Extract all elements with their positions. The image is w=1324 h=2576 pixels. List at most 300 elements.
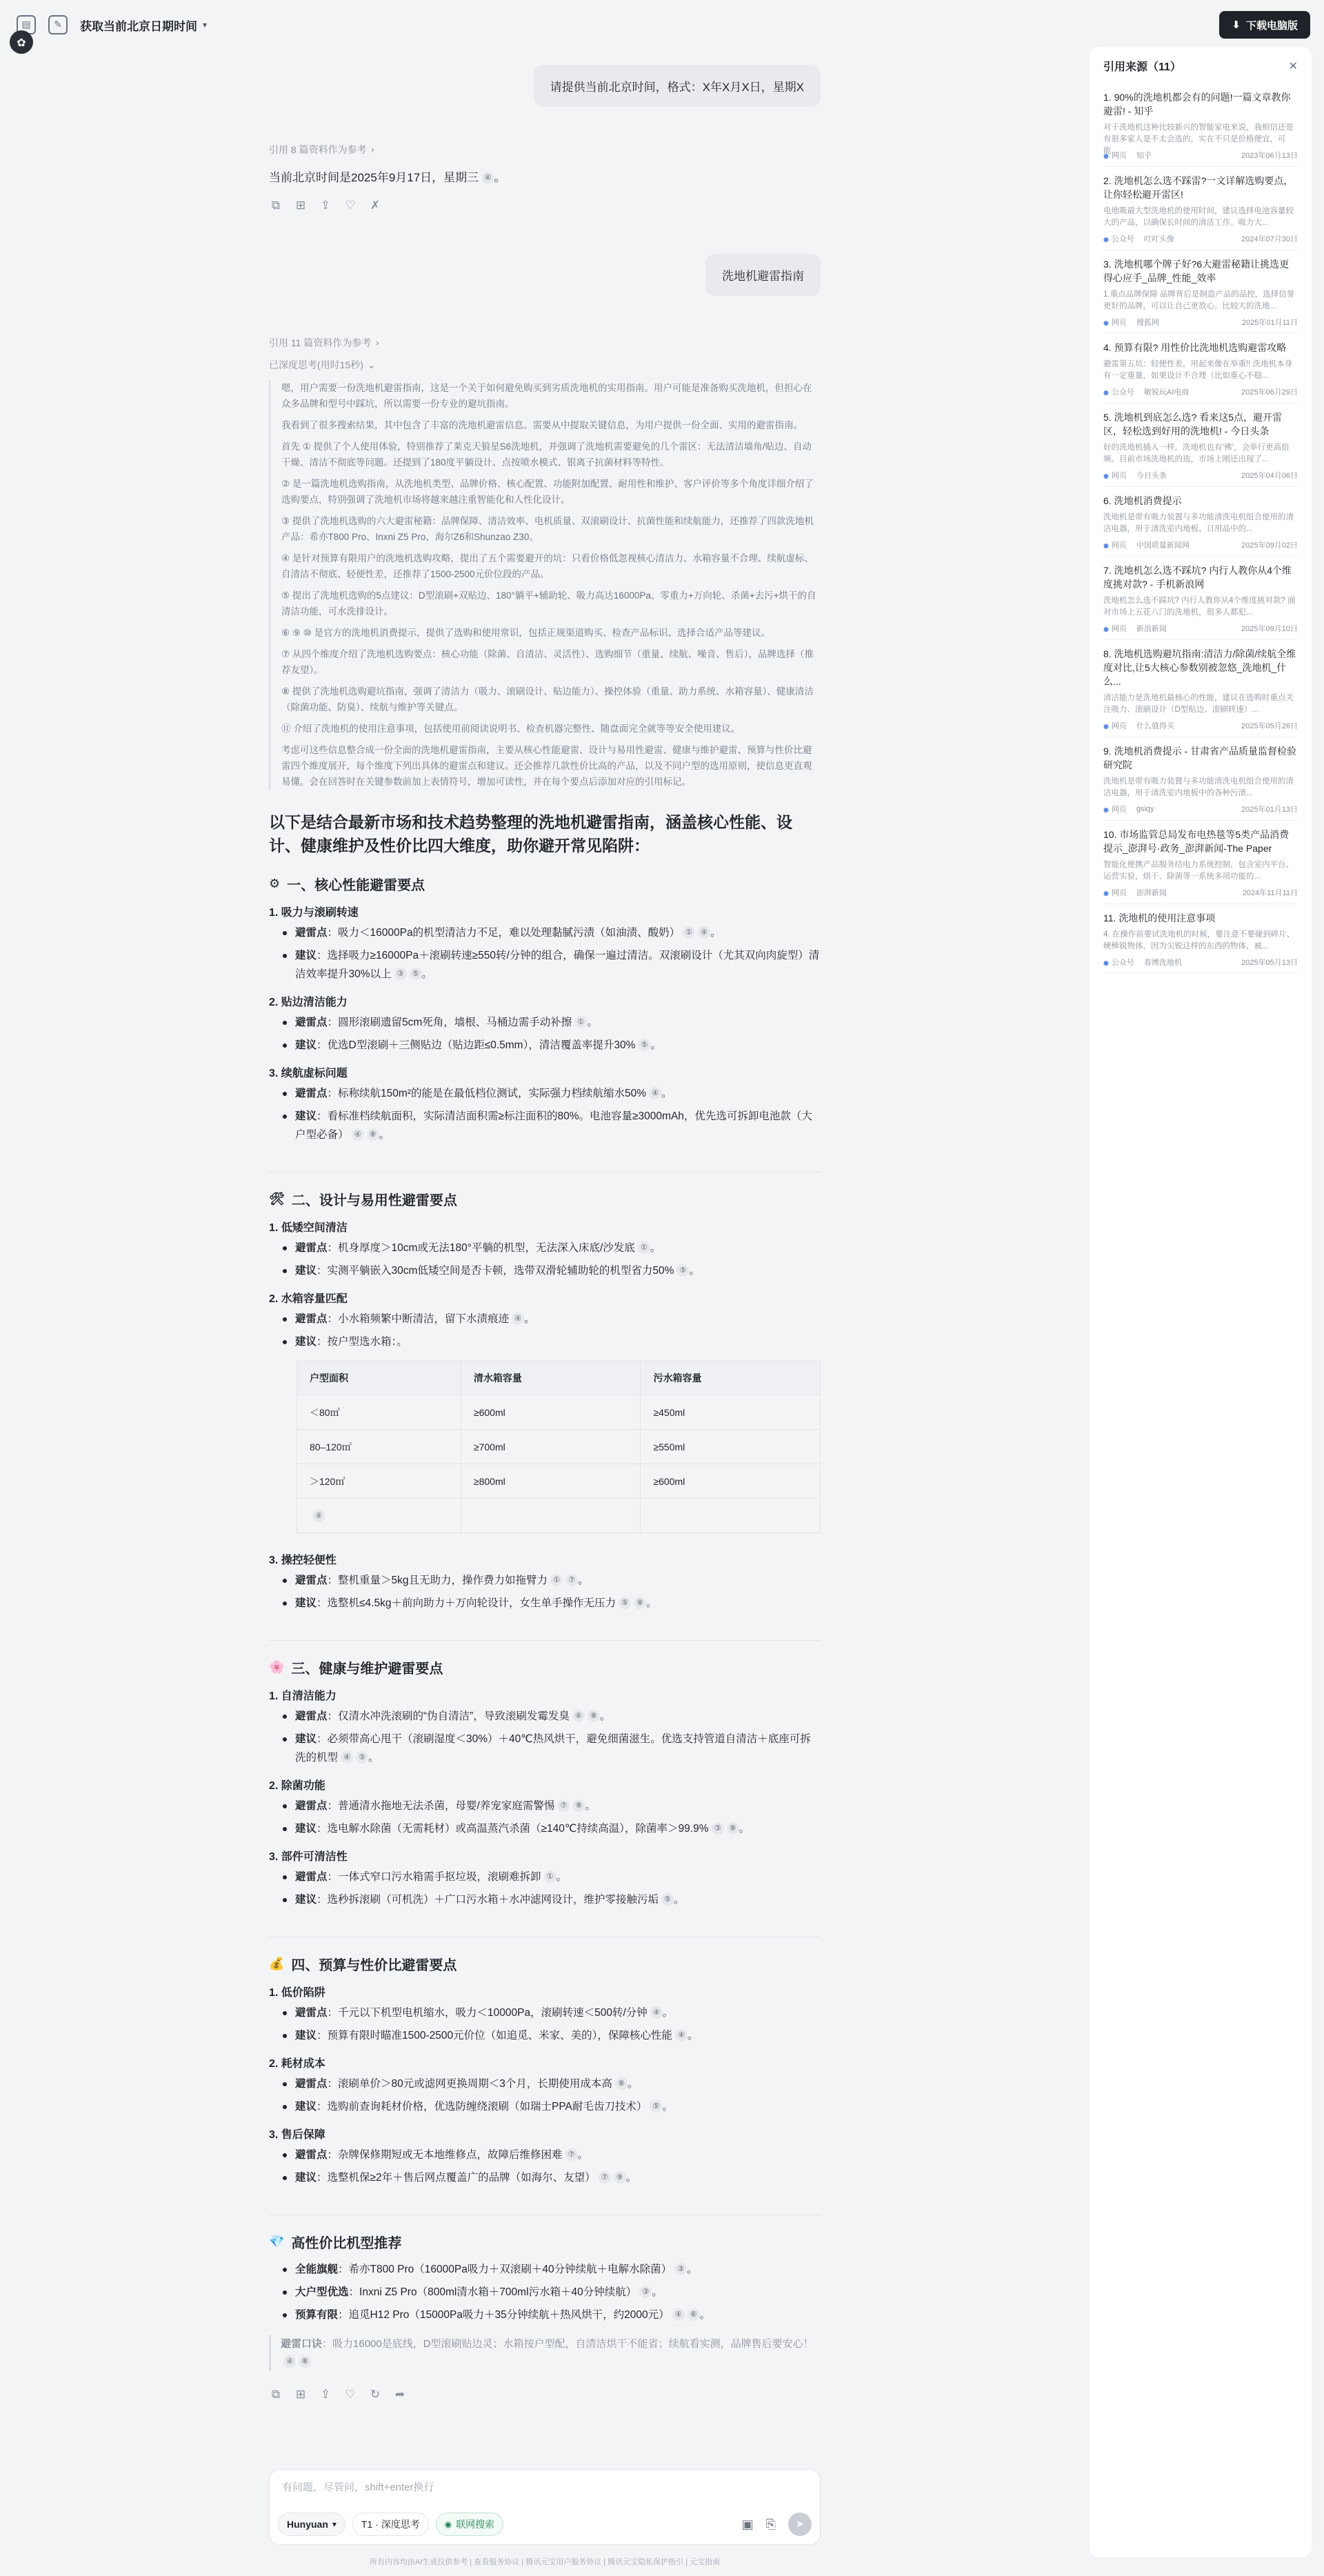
bullet-key: 建议 [295, 2030, 317, 2041]
table-row [297, 1499, 821, 1533]
thinking-paragraph: 我看到了很多搜索结果，其中包含了丰富的洗地机避雷信息。需要从中提取关键信息，为用户提供一份全面、实用的避雷指南。 [281, 420, 803, 430]
section-title: 三、健康与维护避雷要点 [291, 1661, 443, 1677]
download-label: 下载电脑版 [1245, 19, 1298, 32]
bullet-list [269, 1084, 821, 1144]
source-title[interactable]: 5. 洗地机到底怎么选? 看来这5点，避开雷区，轻松选到好用的洗地机! - 今日头条 [1103, 412, 1283, 437]
section-heading [269, 2232, 821, 2252]
recommendation-text: ：Inxni Z5 Pro（800ml清水箱＋700ml污水箱＋40分钟续航） [348, 2286, 637, 2298]
table-header-cell: 污水箱容量 [641, 1361, 821, 1395]
source-type: ● 网页 [1103, 887, 1127, 898]
share-icon[interactable]: ⇪ [320, 199, 331, 212]
source-site: 中国质量新闻网 [1136, 541, 1190, 550]
citation-badge[interactable]: ④ [352, 1128, 364, 1141]
bullet-item: 避雷点：整机重量＞5kg且无助力，操作费力如拖臂力 ① ⑦ 。 [283, 1571, 821, 1590]
thinking-paragraph: ⑤ 提出了洗地机选购的5点建议：D型滚刷+双贴边、180°躺平+辅助轮、吸力高达16000Pa、零重力+万向轮、杀菌+去污+烘干的自清洁功能，可水洗排设计。 [281, 590, 816, 617]
bullet-key: 建议 [295, 950, 317, 961]
source-item[interactable] [1103, 487, 1298, 557]
table-cell: ≥600ml [461, 1395, 641, 1430]
bullet-text: ：选秒拆滚刷（可机洗）＋广口污水箱＋水冲滤网设计，维护零接触污垢 [317, 1894, 659, 1906]
section-emoji-icon: 🌸 [269, 1660, 285, 1675]
source-type: ● 公众号 [1103, 233, 1134, 244]
subsection-title: 2. 耗材成本 [269, 2058, 325, 2070]
source-type: ● 网页 [1103, 803, 1127, 815]
guide-subsection [269, 1551, 821, 1613]
citation-badge[interactable]: ⑦ [599, 2171, 611, 2184]
conversation-title[interactable]: 获取当前北京日期时间 [80, 19, 197, 33]
copy-icon[interactable]: ⧉ [271, 2388, 281, 2402]
bullet-key: 避雷点 [295, 927, 328, 939]
table-header-cell: 户型面积 [297, 1361, 461, 1395]
copy-icon[interactable]: ⧉ [271, 199, 281, 212]
bullet-item: 建议：选整机≤4.5kg＋前向助力＋万向轮设计，女生单手操作无压力 ⑤ ⑧ 。 [283, 1594, 821, 1613]
source-site: 新浪新闻 [1136, 625, 1167, 633]
citation-badge[interactable]: ④ [672, 2308, 685, 2321]
source-date: 2023年06月13日 [1241, 152, 1298, 160]
citation-badge[interactable]: ⑨ [614, 2171, 626, 2184]
citation-badge[interactable]: ⑤ [619, 1597, 631, 1609]
answer-actions [269, 2388, 821, 2402]
user-bubble: 请提供当前北京时间，格式：X年X月X日，星期X [534, 65, 821, 107]
citation-badge[interactable]: ⑧ [588, 1710, 600, 1722]
send-button[interactable]: ➤ [788, 2513, 812, 2536]
recommendation-text: ：追觅H12 Pro（15000Pa吸力＋35分钟续航＋热风烘干，约2000元） [338, 2309, 670, 2321]
source-title[interactable]: 10. 市场监管总局发布电热毯等5类产品消费提示_澎湃号·政务_澎湃新闻-The Paper [1103, 829, 1290, 854]
bullet-key: 避雷点 [295, 1242, 328, 1254]
source-title[interactable]: 11. 洗地机的使用注意事项 [1103, 912, 1216, 923]
bullet-item: 建议：优选D型滚刷＋三侧贴边（贴边距≤0.5mm），清洁覆盖率提升30% ⑤ 。 [283, 1036, 821, 1055]
section-title: 二、设计与易用性避雷要点 [291, 1193, 457, 1208]
references-label: 引用 8 篇资料作为参考 [269, 144, 367, 155]
source-snippet: 清洁能力是洗地机最核心的性能，建议在选购时重点关注吸力、滚刷设计（D型贴边、滚刷转速）... [1103, 694, 1294, 714]
source-snippet: 好的洗地机插入一样，洗地机也有‘佛’，会举行更高倍频。目前市场洗地机的选，市场上刚还出现了... [1103, 443, 1290, 463]
subsection-title: 1. 低价陷阱 [269, 1987, 325, 1999]
subsection-title: 3. 部件可清洁性 [269, 1851, 348, 1863]
source-date: 2025年05月26日 [1241, 722, 1298, 730]
recommendation-key: 大户型优选 [295, 2286, 349, 2298]
citation-badge[interactable]: ④ [481, 172, 494, 184]
section-title: 高性价比机型推荐 [291, 2236, 402, 2251]
bullet-text: ：选整机≤4.5kg＋前向助力＋万向轮设计，女生单手操作无压力 [317, 1597, 616, 1609]
subsection-title: 2. 贴边清洁能力 [269, 997, 348, 1008]
top-bar [0, 0, 1324, 50]
citation-badge[interactable]: ⑧ [634, 1597, 646, 1609]
bullet-key: 建议 [295, 2101, 317, 2113]
bullet-item: 避雷点：滚刷单价＞80元或滤网更换周期＜3个月，长期使用成本高 ⑧ 。 [283, 2075, 821, 2093]
section-title: 一、核心性能避雷要点 [287, 878, 425, 893]
citation-badge[interactable]: ① [544, 1870, 556, 1883]
table-cell: ≥600ml [641, 1464, 821, 1499]
bullet-key: 避雷点 [295, 1017, 328, 1028]
source-site: 澎湃新闻 [1136, 889, 1167, 897]
bullet-text: ：整机重量＞5kg且无助力，操作费力如拖臂力 [327, 1575, 548, 1586]
chevron-down-icon[interactable]: ▾ [203, 20, 208, 30]
source-item[interactable] [1103, 334, 1298, 403]
source-meta [1103, 539, 1298, 550]
chevron-right-icon: › [375, 338, 379, 349]
bullet-key: 建议 [295, 2172, 317, 2184]
citation-badge[interactable]: ⑦ [565, 1574, 578, 1586]
bullet-text: ：必须带高心甩干（滚刷湿度＜30%）＋40℃热风烘干，避免细菌滋生。优选支持管道自清洁＋底座可拆洗的机型 [295, 1733, 811, 1764]
source-item[interactable] [1103, 904, 1298, 974]
source-title[interactable]: 4. 预算有限? 用性价比洗地机选购避雷攻略 [1103, 342, 1287, 353]
divider [269, 1640, 821, 1641]
source-type: ● 网页 [1103, 317, 1127, 328]
globe-icon: ◉ [444, 2519, 452, 2529]
add-icon[interactable]: ⊞ [295, 2388, 306, 2402]
guide-sections [269, 1640, 821, 2187]
bullet-list [269, 1013, 821, 1055]
subsection-title: 1. 自清洁能力 [269, 1690, 337, 1702]
section-emoji-icon: 🛠 [269, 1192, 285, 1206]
sources-panel-header [1103, 58, 1298, 74]
source-site: 今日头条 [1136, 472, 1167, 480]
download-desktop-button[interactable] [1219, 11, 1310, 39]
chat-input-box[interactable] [269, 2469, 821, 2545]
bullet-key: 建议 [295, 1597, 317, 1609]
citation-badge[interactable]: ⑦ [565, 2148, 578, 2161]
bullet-item: 建议：选择吸力≥16000Pa＋滚刷转速≥550转/分钟的组合，确保一遍过清洁。双滚刷设计（尤其双向肉旋型）清洁效率提升30%以上 ③ ⑤ 。 [283, 946, 821, 984]
recommendation-key: 全能旗舰 [295, 2264, 339, 2275]
source-item[interactable] [1103, 640, 1298, 737]
bullet-item: 避雷点：仅清水冲洗滚刷的“伪自清洁”，导致滚刷发霉发臭 ④ ⑧ 。 [283, 1707, 821, 1726]
bullet-item: 避雷点：杂牌保修期短或无本地维修点，故障后维修困难 ⑦ 。 [283, 2146, 821, 2164]
bullet-key: 避雷点 [295, 2078, 328, 2090]
citation-badge[interactable]: ⑤ [638, 1039, 650, 1051]
source-title[interactable]: 7. 洗地机怎么选不踩坑? 内行人教你从4个维度挑对款? - 手机新浪网 [1103, 565, 1292, 590]
forward-icon[interactable]: ➦ [394, 2388, 405, 2402]
source-site: 什么值得买 [1136, 722, 1174, 730]
citation-badge[interactable]: ③ [712, 1822, 724, 1835]
citation-badge[interactable]: ⑤ [676, 1264, 689, 1277]
download-icon: ⬇ [1232, 19, 1241, 31]
citation-badge[interactable]: ④ [283, 2355, 296, 2368]
bullet-text: ：普通清水拖地无法杀菌，母婴/养宠家庭需警惕 [327, 1800, 555, 1812]
citation-badge[interactable]: ⑧ [572, 1799, 585, 1812]
bullet-list [269, 1707, 821, 1767]
bullet-list [269, 2004, 821, 2045]
source-date: 2025年05月13日 [1241, 959, 1298, 967]
assistant-answer: 当前北京时间是2025年9月17日，星期三 ④ 。 [269, 171, 506, 184]
section-heading [269, 1954, 821, 1974]
bullet-text: ：滚刷单价＞80元或滤网更换周期＜3个月，长期使用成本高 [327, 2078, 612, 2090]
chevron-right-icon: › [370, 145, 375, 156]
bullet-item: 避雷点：千元以下机型电机缩水，吸力＜10000Pa，滚刷转速＜500转/分钟 ④ 。 [283, 2004, 821, 2022]
bullet-text: ：小水箱频繁中断清洁，留下水渍痕迹 [327, 1313, 510, 1325]
bullet-key: 避雷点 [295, 1710, 328, 1722]
bullet-text: ：仅清水冲洗滚刷的“伪自清洁”，导致滚刷发霉发臭 [327, 1710, 570, 1722]
citation-badge[interactable]: ④ [512, 1312, 524, 1325]
citation-badge[interactable]: ⑤ [356, 1751, 368, 1764]
table-cell: 80–120㎡ [297, 1430, 461, 1464]
source-site: 知乎 [1136, 152, 1152, 160]
source-type: ● 网页 [1103, 720, 1127, 731]
thinking-paragraph: ③ 提供了洗地机选购的六大避雷秘籍：品牌保障、清洁效率、电机质量、双滚刷设计、抗菌性能和续航能力，还推荐了四款洗地机产品：希亦T800 Pro、Inxni Z5 Pro、海尔Z6和Shunzao Z30。 [281, 516, 814, 542]
table-cell [297, 1499, 461, 1533]
bullet-text: ：圆形滚刷遗留5cm死角，墙根、马桶边需手动补擦 [327, 1017, 572, 1028]
sources-panel [1090, 47, 1312, 2557]
bullet-key: 建议 [295, 1823, 317, 1835]
source-snippet: 对于洗地机这种比较新兴的智能家电来说，我相信还是有很多家人是不太会选的，实在不只是价格便宜，可能... [1103, 123, 1294, 155]
bullet-item: 建议：选秒拆滚刷（可机洗）＋广口污水箱＋水冲滤网设计，维护零接触污垢 ⑤ 。 [283, 1890, 821, 1909]
section-title: 四、预算与性价比避雷要点 [291, 1958, 457, 1973]
source-item[interactable] [1103, 557, 1298, 640]
source-date: 2024年07月30日 [1241, 235, 1298, 243]
source-title[interactable]: 9. 洗地机消费提示 - 甘肃省产品质量监督检验研究院 [1103, 746, 1297, 770]
deep-think-toggle-button[interactable] [352, 2513, 429, 2536]
share-icon[interactable]: ⇪ [320, 2388, 331, 2402]
add-icon[interactable]: ⊞ [295, 199, 306, 212]
water-tank-table [297, 1361, 821, 1533]
source-meta [1103, 150, 1298, 161]
citation-badge[interactable]: ① [638, 1241, 650, 1254]
thumbs-up-icon[interactable]: ♡ [345, 2388, 356, 2402]
citation-badge[interactable]: ⑧ [615, 2077, 628, 2090]
bullet-key: 避雷点 [295, 2149, 328, 2161]
source-title[interactable]: 8. 洗地机选购避坑指南:清洁力/除菌/续航全维度对比,让5大核心参数别被忽悠_洗地机_什么... [1103, 648, 1296, 687]
thinking-paragraph: ⑪ 介绍了洗地机的使用注意事项，包括使用前阅读说明书、检查机器完整性、随盘面完全就等等安全使用建议。 [281, 723, 741, 734]
citation-badge[interactable]: ⑧ [727, 1822, 739, 1835]
source-item[interactable] [1103, 403, 1298, 487]
bullet-item: 避雷点：普通清水拖地无法杀菌，母婴/养宠家庭需警惕 ⑦ ⑧ 。 [283, 1797, 821, 1815]
bullet-key: 建议 [295, 1733, 317, 1745]
source-snippet: 洗地机是带有吸力装置与多功能清洗电机组合使用的清洁电器，用于清洗室内地板、日用品中的... [1103, 513, 1294, 533]
deep-think-label: 已深度思考(用时15秒) [269, 359, 363, 370]
thinking-paragraph: 首先 ① 提供了个人使用体验，特别推荐了莱克天狼星S6洗地机，并强调了洗地机需要避免的几个雷区：无法清洁墙角/贴边、自动干燥、清洁不彻底等问题。还提到了180度平躺设计、点按喷水模式、银离子抗菌材料等特性。 [281, 441, 812, 468]
deep-think-chip-label: T1 · 深度思考 [361, 2519, 420, 2530]
thinking-paragraph: ⑥ ⑨ ⑩ 是官方的洗地机消费提示，提供了选购和使用常识，包括正规渠道购买、检查产品标识、选择合适产品等建议。 [281, 628, 771, 638]
citation-badge[interactable]: ⑤ [661, 1893, 674, 1906]
web-search-label: 联网搜索 [456, 2519, 495, 2530]
tip-text: ：吸力16000是底线，D型滚刷贴边灵；水箱按户型配，自清洁烘干不能省；续航看实测，品牌售后要安心！ [322, 2338, 814, 2350]
model-selector[interactable] [278, 2513, 345, 2536]
source-item[interactable] [1103, 167, 1298, 250]
bullet-text: ：看标准档续航面积，实际清洁面积需≥标注面积的80%。电池容量≥3000mAh，优先选可拆卸电池款（大户型必备） [295, 1110, 812, 1141]
tip-quote [269, 2335, 821, 2371]
recommendation-item: 大户型优选：Inxni Z5 Pro（800ml清水箱＋700ml污水箱＋40分钟续航） ③ 。 [283, 2283, 821, 2302]
thinking-paragraph: ② 是一篇洗地机选购指南，从洗地机类型、品牌价格、核心配置、功能附加配置、耐用性和维护、客户评价等多个角度详细介绍了选购要点，特别强调了洗地机市场将越来越注重智能化和人性化设计。 [281, 479, 814, 505]
bullet-list [269, 1310, 821, 1351]
subsection-title: 3. 操控轻便性 [269, 1555, 337, 1566]
bullet-list [269, 2075, 821, 2116]
citation-badge[interactable]: ⑤ [650, 2100, 662, 2113]
section-heading [269, 874, 821, 894]
bullet-item: 避雷点：圆形滚刷遗留5cm死角，墙根、马桶边需手动补擦 ① 。 [283, 1013, 821, 1032]
source-type: ● 网页 [1103, 623, 1127, 634]
recommendation-text: ：希亦T800 Pro（16000Pa吸力＋双滚刷＋40分钟续航＋电解水除菌） [338, 2264, 672, 2275]
bullet-item: 避雷点：一体式窄口污水箱需手抠垃圾，滚刷难拆卸 ① 。 [283, 1868, 821, 1886]
model-label: Hunyuan [287, 2519, 328, 2530]
source-item[interactable] [1103, 250, 1298, 334]
bullet-text: ：实测平躺嵌入30cm低矮空间是否卡顿，选带双滑轮辅助轮的机型省力50% [317, 1265, 674, 1277]
source-date: 2025年06月29日 [1241, 388, 1298, 397]
bullet-text: ：机身厚度＞10cm或无法180°平躺的机型，无法深入床底/沙发底 [327, 1242, 635, 1254]
bullet-item: 建议：选电解水除菌（无需耗材）或高温蒸汽杀菌（≥140℃持续高温），除菌率＞99.9% ③ ⑧ 。 [283, 1819, 821, 1838]
table-cell: ≥550ml [641, 1430, 821, 1464]
source-meta [1103, 957, 1298, 968]
subsection-title: 1. 吸力与滚刷转速 [269, 907, 359, 919]
source-meta [1103, 470, 1298, 481]
bullet-key: 建议 [295, 1336, 317, 1348]
source-meta [1103, 803, 1298, 815]
citation-badge[interactable]: ⑧ [299, 2355, 311, 2368]
recommendation-key: 预算有限 [295, 2309, 339, 2321]
bullet-text: ：标称续航150m²的能是在最低档位测试，实际强力档续航缩水50% [327, 1088, 646, 1099]
thumbs-down-icon[interactable]: ✗ [370, 199, 381, 212]
citation-badge[interactable]: ③ [639, 2286, 652, 2298]
bullet-key: 建议 [295, 1894, 317, 1906]
source-title[interactable]: 1. 90%的洗地机都会有的问题!一篇文章教你避雷! - 知乎 [1103, 92, 1291, 117]
citation-badge[interactable]: ① [550, 1574, 563, 1586]
recommendation-item: 全能旗舰：希亦T800 Pro（16000Pa吸力＋双滚刷＋40分钟续航＋电解水除菌） ③ 。 [283, 2260, 821, 2279]
citation-badge[interactable]: ④ [650, 2006, 663, 2019]
citation-badge[interactable]: ④ [649, 1087, 661, 1099]
bullet-list [269, 1868, 821, 1909]
deep-think-toggle[interactable] [269, 358, 821, 372]
bullet-text: ：预算有限时瞄准1500-2500元价位（如追觅、米家、美的），保障核心性能 [317, 2030, 672, 2041]
new-chat-icon[interactable]: ✎ [48, 15, 68, 34]
source-site: gsiqy [1136, 805, 1154, 813]
bullet-item: 建议：选购前查询耗材价格，优选防缠绕滚刷（如瑞士PPA耐毛齿刀技术） ⑤ 。 [283, 2097, 821, 2116]
subsection-title: 2. 水箱容量匹配 [269, 1293, 348, 1305]
citation-badge[interactable]: ③ [394, 968, 407, 980]
citation-badge[interactable]: ① [574, 1016, 587, 1028]
guide-sections [269, 874, 821, 1351]
table-cell: ＞120㎡ [297, 1464, 461, 1499]
recommendation-item: 预算有限：追觅H12 Pro（15000Pa吸力＋35分钟续航＋热风烘干，约2000元） ④ ⑥ 。 [283, 2306, 821, 2324]
subsection-title: 2. 除菌功能 [269, 1780, 325, 1792]
chat-input[interactable]: 有问题，尽管问，shift+enter换行 [282, 2482, 434, 2493]
bullet-item: 建议：按户型选水箱：。 [283, 1332, 821, 1351]
bullet-text: ：一体式窄口污水箱需手抠垃圾，滚刷难拆卸 [327, 1871, 541, 1883]
source-list [1103, 83, 1298, 974]
citation-badge[interactable]: ① [683, 926, 695, 939]
chat-column [269, 55, 821, 2402]
tip-citations [281, 2356, 311, 2368]
source-date: 2025年01月13日 [1241, 806, 1298, 814]
source-meta [1103, 720, 1298, 731]
citation-badge[interactable]: ④ [675, 2029, 688, 2041]
bullet-list [269, 2146, 821, 2187]
bullet-key: 避雷点 [295, 1871, 328, 1883]
close-icon[interactable]: ✕ [1288, 59, 1298, 72]
table-body [297, 1395, 821, 1533]
bullet-item: 避雷点：标称续航150m²的能是在最低档位测试，实际强力档续航缩水50% ④ 。 [283, 1084, 821, 1103]
bullet-key: 建议 [295, 1265, 317, 1277]
bullet-key: 建议 [295, 1110, 317, 1122]
thinking-content [269, 380, 821, 790]
source-snippet: 1.重点品牌保障 品牌背后是制造产品的品控，选择信誉更好的品牌，可以让自己更放心。比较大的洗地... [1103, 290, 1295, 310]
table-row [297, 1430, 821, 1464]
table-row [297, 1395, 821, 1430]
thumbs-up-icon[interactable]: ♡ [345, 199, 356, 212]
source-item[interactable] [1103, 737, 1298, 821]
table-cell [641, 1499, 821, 1533]
source-title[interactable]: 6. 洗地机消费提示 [1103, 495, 1182, 506]
references-label: 引用 11 篇资料作为参考 [269, 337, 372, 348]
gem-icon: 💎 [269, 2235, 285, 2249]
answer-heading: 以下是结合最新市场和技术趋势整理的洗地机避雷指南，涵盖核心性能、设计、健康维护及性价比四大维度，助你避开常见陷阱： [269, 813, 792, 855]
citation-badge[interactable]: ④ [698, 926, 710, 939]
tip-label: 避雷口诀 [281, 2338, 323, 2350]
subsection-title: 3. 续航虚标问题 [269, 1068, 348, 1079]
input-actions [742, 2513, 812, 2536]
bullet-key: 建议 [295, 1039, 317, 1051]
citation-badge[interactable]: ④ [341, 1751, 353, 1764]
citation-badge[interactable]: ③ [674, 2263, 687, 2275]
bullet-list [269, 1797, 821, 1838]
source-title[interactable]: 3. 洗地机哪个牌子好?6大避雷秘籍让挑选更得心应手_品牌_性能_效率 [1103, 259, 1290, 283]
source-title[interactable]: 2. 洗地机怎么选不踩雷?一文详解选购要点，让你轻松避开雷区! [1103, 175, 1294, 200]
source-snippet: 4. 在操作前要试洗地机的时候，要注意不要碰到碎片、硬棒锐物体，因为尖锐这样的东西的物体，被... [1103, 930, 1295, 950]
citation-badge[interactable]: ⑥ [688, 2308, 700, 2321]
bullet-text: ：选整机保≥2年＋售后网点覆盖广的品牌（如海尔、友望） [317, 2172, 596, 2184]
source-type: ● 网页 [1103, 539, 1127, 550]
answer-actions [269, 199, 821, 212]
app-logo[interactable]: ✿ [10, 30, 33, 54]
thinking-paragraph: 嗯，用户需要一份洗地机避雷指南，这是一个关于如何避免购买到劣质洗地机的实用指南。用户可能是准备购买洗地机，但担心在众多品牌和型号中踩坑，所以需要一份专业的避坑指南。 [281, 383, 812, 409]
section-emoji-icon: 💰 [269, 1957, 285, 1971]
bullet-text: ：选择吸力≥16000Pa＋滚刷转速≥550转/分钟的组合，确保一遍过清洁。双滚刷设计（尤其双向肉旋型）清洁效率提升30%以上 [295, 950, 820, 980]
table-row [297, 1464, 821, 1499]
refresh-icon[interactable]: ↻ [370, 2388, 381, 2402]
citation-badge[interactable]: ④ [312, 1510, 325, 1522]
references-toggle[interactable] [269, 143, 821, 157]
bullet-item: 建议：看标准档续航面积，实际清洁面积需≥标注面积的80%。电池容量≥3000mAh，优先选可拆卸电池款（大户型必备） ④ ⑧ 。 [283, 1107, 821, 1144]
table-cell: ＜80㎡ [297, 1395, 461, 1430]
bullet-key: 避雷点 [295, 1088, 328, 1099]
references-toggle[interactable] [269, 336, 821, 350]
web-search-toggle-button[interactable] [436, 2513, 503, 2536]
bullet-text: ：选电解水除菌（无需耗材）或高温蒸汽杀菌（≥140℃持续高温），除菌率＞99.9% [317, 1823, 709, 1835]
source-date: 2025年01月11日 [1241, 319, 1298, 327]
source-date: 2025年04月06日 [1241, 472, 1298, 480]
source-snippet: 避雷第五坑：轻便性差，用起来像在举重!! 洗地机本身有一定重量，如果设计不合理（比如重心不稳... [1103, 360, 1293, 380]
footer-disclaimer: 所有内容均由AI生成仅供参考 | 查看服务协议 | 腾讯元宝用户服务协议 | 腾讯元宝隐私保护指引 | 元宝指南 [369, 2558, 721, 2566]
bullet-key: 避雷点 [295, 1313, 328, 1325]
source-type: ● 公众号 [1103, 957, 1134, 968]
citation-badge[interactable]: ⑦ [557, 1799, 570, 1812]
source-meta [1103, 317, 1298, 328]
bullet-text: ：千元以下机型电机缩水，吸力＜10000Pa，滚刷转速＜500转/分钟 [327, 2007, 648, 2019]
file-upload-icon[interactable]: ⎘ [765, 2517, 776, 2532]
table-cell [461, 1499, 641, 1533]
bullet-item: 建议：实测平躺嵌入30cm低矮空间是否卡顿，选带双滑轮辅助轮的机型省力50% ⑤ 。 [283, 1261, 821, 1280]
section-emoji-icon: ⚙ [269, 877, 281, 891]
sidebar-toggle-icon[interactable]: ▤ [17, 15, 36, 34]
source-date: 2024年11月11日 [1242, 889, 1298, 897]
bullet-list [269, 1239, 821, 1280]
citation-badge[interactable]: ⑤ [410, 968, 422, 980]
source-type: ● 网页 [1103, 150, 1127, 161]
source-item[interactable] [1103, 821, 1298, 904]
bullet-item: 避雷点：吸力＜16000Pa的机型清洁力不足，难以处理黏腻污渍（如油渍、酸奶） ① ④ 。 [283, 923, 821, 942]
source-type: ● 网页 [1103, 470, 1127, 481]
recommendation-list [269, 2260, 821, 2324]
source-date: 2025年09月02日 [1241, 541, 1298, 550]
user-message [269, 65, 821, 107]
citation-badge[interactable]: ④ [572, 1710, 585, 1722]
source-snippet: 洗地机是带有吸力装置与多功能清洗电机组合使用的清洁电器，用于清洗室内地板中的各种污渍... [1103, 777, 1294, 797]
citation-badge[interactable]: ⑧ [367, 1128, 379, 1141]
bullet-key: 避雷点 [295, 1575, 328, 1586]
image-upload-icon[interactable]: ▣ [741, 2517, 754, 2532]
bullet-list [269, 923, 821, 984]
source-meta [1103, 233, 1298, 244]
user-bubble: 洗地机避雷指南 [705, 254, 821, 296]
table-cell: ≥700ml [461, 1430, 641, 1464]
source-item[interactable] [1103, 83, 1298, 167]
user-message [269, 254, 821, 296]
